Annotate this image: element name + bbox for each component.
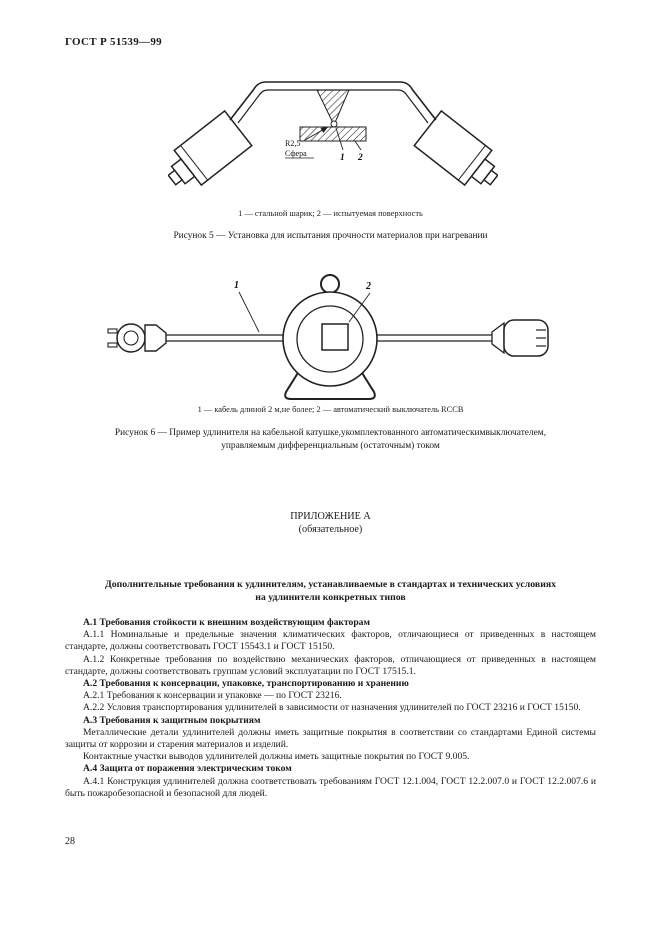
appendix-heading-line1: Дополнительные требования к удлинителям, устанавливаемые в стандартах и технических условиях (104, 579, 557, 590)
paragraph: А.1.2 Конкретные требования по воздействию механических факторов, отличающиеся от приведенных в настоящем стандарте, должны соответствовать группам условий эксплуатации по ГОСТ 17515.1. (65, 653, 596, 677)
appendix-title: ПРИЛОЖЕНИЕ А (290, 511, 371, 522)
figure5-callout-2: 2 (358, 153, 363, 163)
test-surface (300, 127, 366, 141)
section-heading: А.2 Требования к консервации, упаковке, транспортированию и хранению (83, 678, 409, 690)
right-weight-block (414, 111, 498, 197)
figure5-sphere-label: Сфера (285, 149, 307, 158)
rccb-breaker-square (322, 324, 348, 350)
left-weight-block (168, 111, 252, 197)
figure6-callout-2: 2 (366, 281, 371, 292)
figure5-radius-label: R2,5 (285, 139, 301, 148)
figure6-caption-line2: управляемым дифференциальным (остаточным) током (221, 440, 440, 451)
figure6-caption-line1: Рисунок 6 — Пример удлинителя на кабельной катушке,укомплектованного автоматическимвыключателем, (114, 428, 547, 438)
callout1-leader-line (239, 292, 259, 332)
connector-neck (492, 323, 504, 353)
section-heading: А.1 Требования стойкости к внешним воздействующим факторам (83, 617, 371, 628)
plug-pin-bottom (108, 343, 117, 347)
figure5-caption: Рисунок 5 — Установка для испытания прочности материалов при нагревании (173, 231, 488, 241)
reel-carry-ring (321, 275, 339, 293)
plug-collar (145, 325, 166, 351)
figure5-legend: 1 — стальной шарик; 2 — испытуемая поверхность (238, 209, 423, 218)
paragraph: А.4.1 Конструкция удлинителей должна соответствовать требованиям ГОСТ 12.1.004, ГОСТ 12.2.007.0 и ГОСТ 12.2.007.6 и быть пожаробезопасной и безопасной для людей. (65, 775, 596, 799)
figure6-legend: 1 — кабель длиной 2 м,не более; 2 — автоматический выключатель RCCB (197, 405, 464, 414)
plug-pin-top (108, 329, 117, 333)
paragraph: А.2.1 Требования к консервации и упаковке — по ГОСТ 23216. (83, 690, 342, 702)
doc-number: ГОСТ Р 51539—99 (65, 36, 162, 48)
steel-ball (331, 121, 337, 127)
paragraph: Контактные участки выводов удлинителей должны иметь защитные покрытия по ГОСТ 9.005. (83, 751, 470, 763)
section-heading: А.4 Защита от поражения электрическим током (83, 763, 292, 775)
figure6-caption (0, 427, 661, 452)
paragraph: А.1.1 Номинальные и предельные значения климатических факторов, отличающиеся от приведенных в настоящем стандарте, должны соответствовать ГОСТ 15543.1 и ГОСТ 15150. (65, 629, 596, 653)
figure5-callout-1: 1 (340, 153, 345, 163)
ball-holder-cone (317, 90, 349, 125)
paragraph: Металлические детали удлинителей должны иметь защитные покрытия в соответствии со стандартами Единой системы защиты от коррозии и старения материалов и изделий. (65, 726, 596, 751)
callout2-leader-line (355, 141, 361, 150)
appendix-heading-line2: на удлинители конкретных типов (255, 592, 406, 603)
appendix-subtitle: (обязательное) (298, 523, 363, 535)
page-number: 28 (65, 836, 75, 847)
appendix-title-block (0, 511, 661, 536)
appendix-heading (0, 578, 661, 604)
figure6-callout-1: 1 (234, 280, 239, 291)
figure5-drawing (168, 64, 498, 204)
plug-face-outer (117, 324, 145, 352)
paragraph: А.2.2 Условия транспортирования удлинителей в зависимости от назначения удлинителей по ГОСТ 23216 и ГОСТ 15150. (83, 702, 581, 714)
appendix-body (65, 617, 596, 800)
section-heading: А.3 Требования к защитным покрытиям (83, 714, 261, 726)
figure6-drawing (100, 262, 560, 404)
